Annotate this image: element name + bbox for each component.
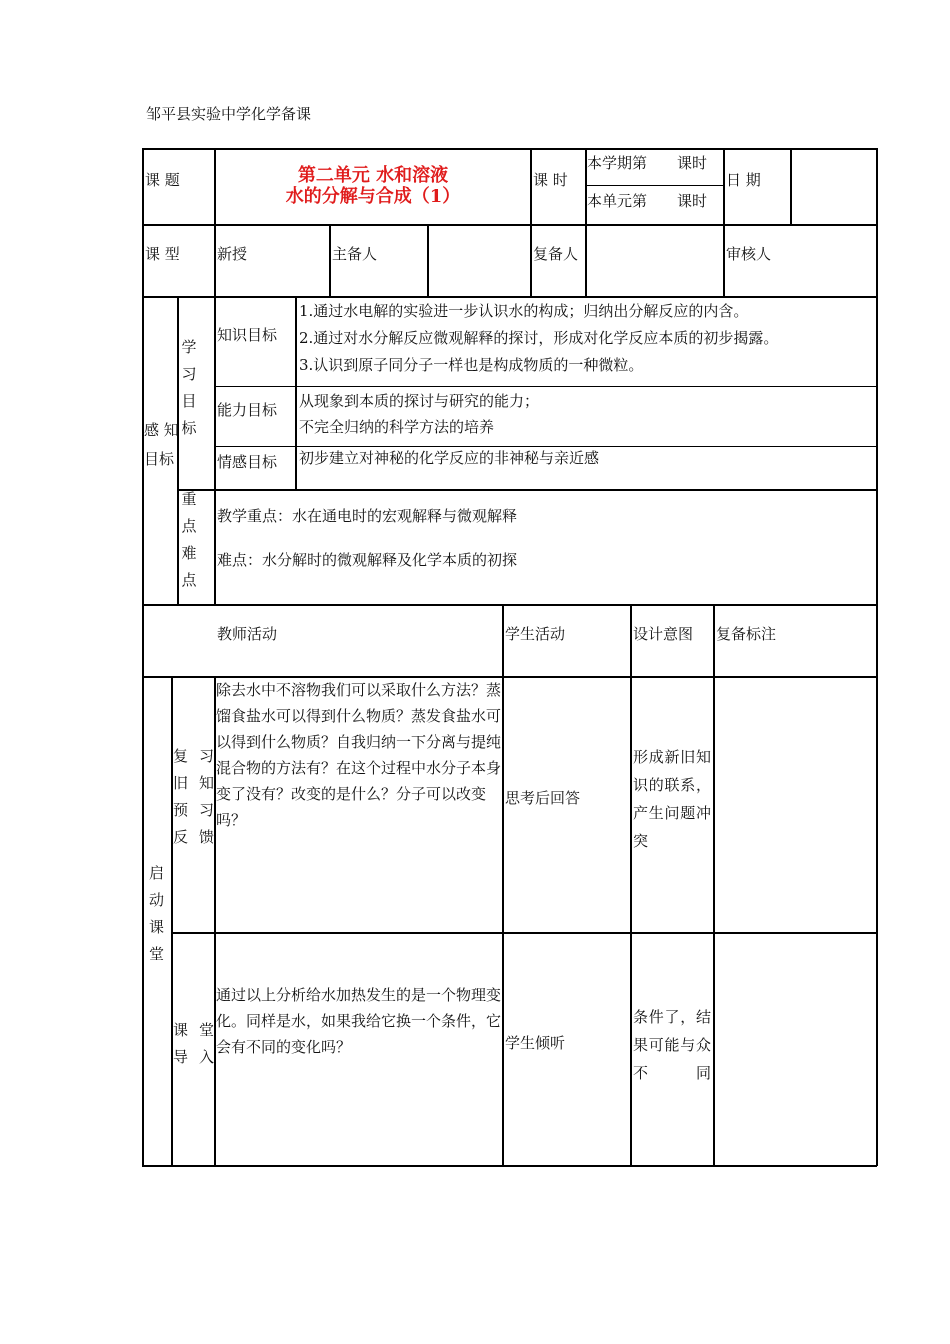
difficulty-text: 难点：水分解时的微观解释及化学本质的初探: [217, 551, 518, 569]
knowledge-item: 3.认识到原子同分子一样也是构成物质的一种微粒。: [299, 356, 644, 374]
emotion-label: 情感目标: [217, 453, 278, 471]
perception-label-b: 目标: [144, 450, 175, 468]
review-notes-header: 复备标注: [716, 625, 777, 643]
knowledge-list: [299, 296, 875, 379]
reviewer-label: 审核人: [726, 245, 772, 263]
ability-label: 能力目标: [217, 401, 278, 419]
perception-label-a: 感 知: [144, 421, 179, 439]
knowledge-item: 2.通过对水分解反应微观解释的探讨，形成对化学反应本质的初步揭露。: [299, 329, 779, 347]
knowledge-item: 1.通过水电解的实验进一步认识水的构成；归纳出分解反应的内含。: [299, 302, 749, 320]
emotion-text: 初步建立对神秘的化学反应的非神秘与亲近感: [299, 449, 600, 467]
unit-hours: 本单元第 课时: [587, 192, 708, 210]
lesson-title: [216, 166, 530, 207]
intro-stage-label: 课 堂导入: [173, 1021, 214, 1066]
review-intent-text: 形成新旧知识的联系，产生问题冲突: [633, 748, 711, 850]
ability-item: 不完全归纳的科学方法的培养: [299, 418, 495, 436]
learning-objectives-label: 学习目标: [181, 338, 197, 437]
key-difficult-label: 重点难点: [181, 490, 197, 589]
topic-label: 课 题: [145, 171, 180, 189]
school-header: 邹平县实验中学化学备课: [146, 105, 312, 123]
hours-label: 课 时: [533, 171, 568, 189]
intro-teacher-text: 通过以上分析给水加热发生的是一个物理变化。同样是水，如果我给它换一个条件，它会有不同的变化吗？: [216, 986, 502, 1056]
main-preparer-label: 主备人: [332, 245, 378, 263]
key-point-text: 教学重点：水在通电时的宏观解释与微观解释: [217, 507, 518, 525]
review-student-text: 思考后回答: [505, 789, 581, 807]
review-stage-label: 复 习旧知 预 习反馈: [173, 747, 214, 846]
ability-item: 从现象到本质的探讨与研究的能力；: [299, 392, 540, 410]
startup-section-label: 启动课堂: [148, 864, 164, 963]
design-intent-header: 设计意图: [633, 625, 694, 643]
knowledge-label: 知识目标: [217, 326, 278, 344]
lesson-type-label: 课 型: [145, 245, 180, 263]
ability-list: [299, 387, 875, 440]
date-label: 日 期: [726, 171, 761, 189]
intro-intent-text: 条件了，结果可能与众不同: [633, 1008, 711, 1082]
co-preparer-label: 复备人: [533, 245, 579, 263]
term-hours: 本学期第 课时: [587, 154, 708, 172]
lesson-title-line1: 第二单元 水和溶液: [297, 165, 449, 186]
intro-student-text: 学生倾听: [505, 1034, 566, 1052]
lesson-type-value: 新授: [217, 245, 248, 263]
review-teacher-text: 除去水中不溶物我们可以采取什么方法？蒸馏食盐水可以得到什么物质？蒸发食盐水可以得到什么物质？自我归纳一下分离与提纯混合物的方法有？在这个过程中水分子本身变了没有？改变的是什么？分子可以改变吗？: [216, 681, 502, 829]
lesson-title-line2: 水的分解与合成（1）: [285, 185, 461, 207]
student-activity-header: 学生活动: [505, 625, 566, 643]
teacher-activity-header: 教师活动: [217, 625, 278, 643]
